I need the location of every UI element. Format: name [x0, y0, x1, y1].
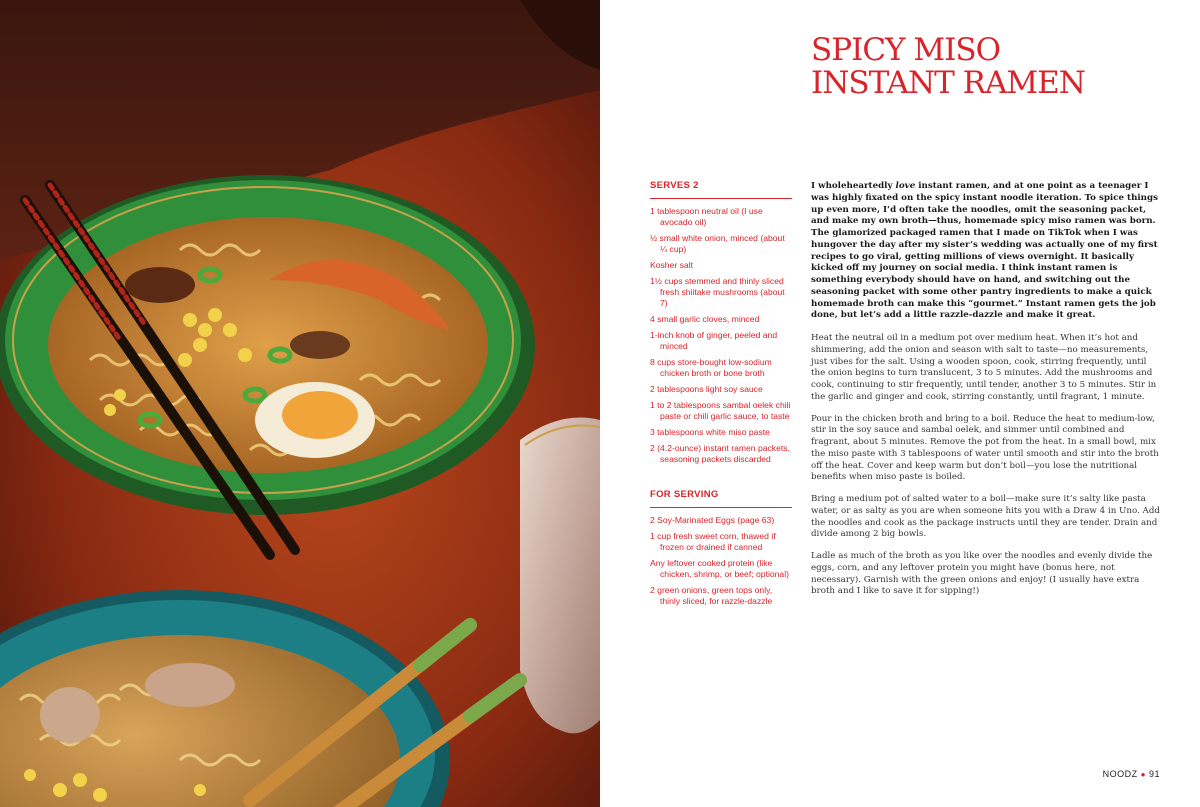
method-step: Bring a medium pot of salted water to a boil—make sure it’s salty like pasta water, or as salty as you are when someone hits you with a Draw 4 in Uno. Add the noodles and cook as the package instructs until they are tender. Drain and divide among 2 big bowls.: [811, 494, 1160, 540]
serving-item: Any leftover cooked protein (like chicken, shrimp, or beef; optional): [650, 558, 789, 579]
serves-heading: SERVES 2: [650, 180, 792, 199]
method-steps: [811, 333, 1161, 608]
ingredients-column: [650, 180, 792, 612]
ingredient-item: 8 cups store-bought low-sodium chicken broth or bone broth: [650, 357, 772, 378]
page-number: 91: [1148, 769, 1160, 779]
intro-emphasis: love: [895, 181, 916, 191]
recipe-title: [811, 34, 1131, 100]
serving-item: 1 cup fresh sweet corn, thawed if frozen or drained if canned: [650, 531, 776, 552]
method-step: Heat the neutral oil in a medium pot over medium heat. When it’s hot and shimmering, add the onion and season with salt to taste—no measurements, just vibes for the salt. Using a wooden spoon, cook, stirring frequently, until the onion begins to turn translucent, 3 to 5 minutes. Add the mushrooms and cook, continuing to stir frequently, until tender, another 3 to 5 minutes. Stir in the garlic and ginger and cook, stirring constantly, until fragrant, 1 minute.: [811, 333, 1157, 402]
ingredient-item: 4 small garlic cloves, minced: [650, 314, 760, 324]
intro-text-start: I wholeheartedly: [811, 181, 896, 191]
serving-list: [650, 515, 792, 607]
ingredient-item: 1 tablespoon neutral oil (I use avocado oil): [650, 206, 763, 227]
serving-item: 2 Soy-Marinated Eggs (page 63): [650, 515, 775, 525]
method-step: Ladle as much of the broth as you like over the noodles and evenly divide the eggs, corn, and any leftover protein you might have (bonus here, not necessary). Garnish with the green onions and enjoy! (I usually have extra broth and I like to save it for sipping!): [811, 551, 1153, 597]
book-name: NOODZ: [1102, 769, 1138, 779]
page-footer: [1103, 769, 1160, 779]
recipe-intro: [811, 181, 1161, 322]
ingredient-item: 2 (4.2-ounce) instant ramen packets, seasoning packets discarded: [650, 443, 790, 464]
serving-item: 2 green onions, green tops only, thinly sliced, for razzle-dazzle: [650, 585, 773, 606]
ingredient-item: 1½ cups stemmed and thinly sliced fresh shiitake mushrooms (about 7): [650, 276, 785, 308]
recipe-page: [600, 0, 1200, 807]
ingredient-list: [650, 206, 792, 465]
intro-text-rest: instant ramen, and at one point as a teenager I was highly fixated on the spicy instant noodle iteration. To spice things up even more, I’d often take the noodles, omit the seasoning packet, and make my own broth—thus, homemade spicy miso ramen was born. The glamorized packaged ramen that I made on TikTok when I was hungover the day after my sister’s wedding was actually one of my first recipes to go viral, getting millions of views overnight. It basically kicked off my journey on social media. I think instant ramen is something everybody should have on hand, and switching out the seasoning packet with some other pantry ingredients to make a quick homemade broth can make this “gourmet.” Instant ramen gets the job done, but let’s add a little razzle-dazzle and make it great.: [811, 181, 1158, 321]
ingredient-item: 1-inch knob of ginger, peeled and minced: [650, 330, 778, 351]
ingredient-item: 1 to 2 tablespoons sambal oelek chili paste or chili garlic sauce, to taste: [650, 400, 791, 421]
recipe-title-line-2: INSTANT RAMEN: [811, 65, 1085, 101]
recipe-title-line-1: SPICY MISO: [811, 32, 1001, 68]
method-step: Pour in the chicken broth and bring to a boil. Reduce the heat to medium-low, stir in the soy sauce and sambal oelek, and simmer until combined and fragrant, about 5 minutes. Remove the pot from the heat. In a small bowl, mix the miso paste with 3 tablespoons of water until smooth and stir into the broth off the heat. Cover and keep warm but don’t boil—you lose the nutritional benefits when miso paste is boiled.: [811, 413, 1159, 483]
ingredient-item: ½ small white onion, minced (about ¼ cup): [650, 233, 785, 254]
bullet-dot-icon: ●: [1140, 770, 1146, 779]
ingredient-item: 2 tablespoons light soy sauce: [650, 384, 763, 394]
for-serving-heading: FOR SERVING: [650, 489, 792, 508]
ingredient-item: Kosher salt: [650, 260, 693, 270]
ingredient-item: 3 tablespoons white miso paste: [650, 427, 770, 437]
